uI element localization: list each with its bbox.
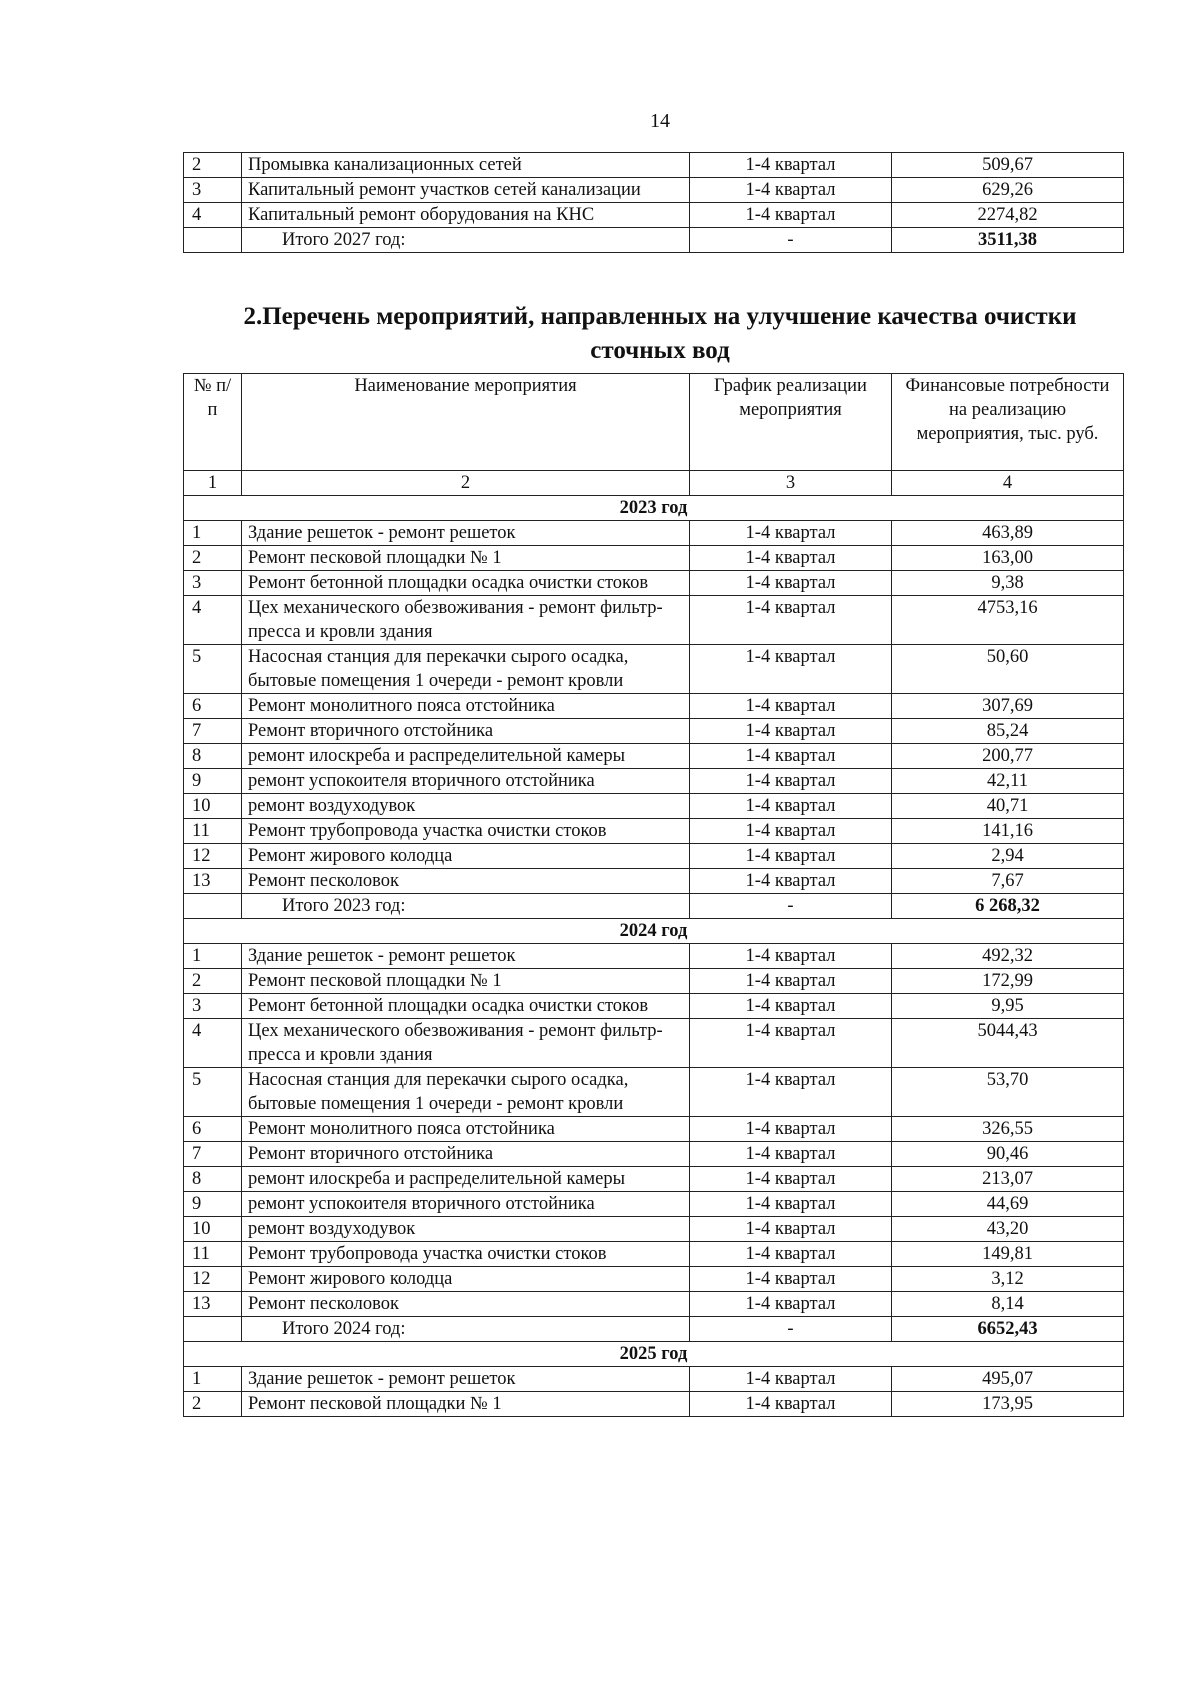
- row-schedule: 1-4 квартал: [690, 1367, 892, 1392]
- row-schedule: 1-4 квартал: [690, 153, 892, 178]
- table-row: [184, 1019, 1124, 1068]
- row-cost: 9,38: [892, 571, 1124, 596]
- row-schedule: 1-4 квартал: [690, 596, 892, 645]
- total-row: [184, 894, 1124, 919]
- row-number: 2: [184, 546, 242, 571]
- row-number: 9: [184, 769, 242, 794]
- row-number: 1: [184, 521, 242, 546]
- row-name: Ремонт песколовок: [242, 869, 690, 894]
- row-cost: 50,60: [892, 645, 1124, 694]
- row-schedule: 1-4 квартал: [690, 1217, 892, 1242]
- table-row: [184, 769, 1124, 794]
- table-row: [184, 844, 1124, 869]
- section-title-line1: 2.Перечень мероприятий, направленных на улучшение качества очистки: [243, 303, 1077, 330]
- year-label: 2024 год: [184, 919, 1124, 944]
- table-row: [184, 869, 1124, 894]
- row-number: 7: [184, 1142, 242, 1167]
- total-row: [184, 1317, 1124, 1342]
- row-cost: 173,95: [892, 1392, 1124, 1417]
- row-schedule: 1-4 квартал: [690, 1292, 892, 1317]
- year-header-row: [184, 496, 1124, 521]
- row-number: 8: [184, 744, 242, 769]
- table-row: [184, 744, 1124, 769]
- row-number: 2: [184, 1392, 242, 1417]
- row-name: Ремонт вторичного отстойника: [242, 1142, 690, 1167]
- row-name: Цех механического обезвоживания - ремонт фильтр-пресса и кровли здания: [242, 1019, 690, 1068]
- row-name: Ремонт песколовок: [242, 1292, 690, 1317]
- table-row: [184, 546, 1124, 571]
- row-number: 9: [184, 1192, 242, 1217]
- row-number: 4: [184, 1019, 242, 1068]
- column-number: 1: [184, 471, 242, 496]
- row-name: Ремонт трубопровода участка очистки стоков: [242, 1242, 690, 1267]
- row-number: 3: [184, 571, 242, 596]
- row-schedule: 1-4 квартал: [690, 1167, 892, 1192]
- section-title-line2: сточных вод: [590, 337, 730, 364]
- row-cost: 4753,16: [892, 596, 1124, 645]
- row-name: ремонт успокоителя вторичного отстойника: [242, 1192, 690, 1217]
- table-row: [184, 1242, 1124, 1267]
- table-row: [184, 596, 1124, 645]
- row-number: 1: [184, 944, 242, 969]
- table-header-row: [184, 374, 1124, 471]
- total-schedule: -: [690, 894, 892, 919]
- row-number: 10: [184, 794, 242, 819]
- row-number: 5: [184, 645, 242, 694]
- table-row: [184, 969, 1124, 994]
- row-cost: 40,71: [892, 794, 1124, 819]
- row-schedule: 1-4 квартал: [690, 1392, 892, 1417]
- row-name: Ремонт бетонной площадки осадка очистки стоков: [242, 571, 690, 596]
- row-name: Ремонт песковой площадки № 1: [242, 546, 690, 571]
- table-row: [184, 819, 1124, 844]
- column-number: 4: [892, 471, 1124, 496]
- year-header-row: [184, 919, 1124, 944]
- table-row: [184, 1142, 1124, 1167]
- row-schedule: 1-4 квартал: [690, 1117, 892, 1142]
- page-number: 14: [650, 110, 670, 132]
- row-name: ремонт успокоителя вторичного отстойника: [242, 769, 690, 794]
- row-cost: 463,89: [892, 521, 1124, 546]
- row-cost: 492,32: [892, 944, 1124, 969]
- row-number: 2: [184, 153, 242, 178]
- header-name: Наименование мероприятия: [242, 374, 690, 471]
- row-schedule: 1-4 квартал: [690, 1019, 892, 1068]
- total-label: Итого 2023 год:: [242, 894, 690, 919]
- row-name: Ремонт песковой площадки № 1: [242, 1392, 690, 1417]
- row-number: 8: [184, 1167, 242, 1192]
- row-schedule: 1-4 квартал: [690, 1142, 892, 1167]
- row-name: ремонт воздуходувок: [242, 1217, 690, 1242]
- row-name: ремонт воздуходувок: [242, 794, 690, 819]
- table-row: [184, 1068, 1124, 1117]
- total-empty-cell: [184, 1317, 242, 1342]
- row-schedule: 1-4 квартал: [690, 769, 892, 794]
- row-schedule: 1-4 квартал: [690, 844, 892, 869]
- row-name: Здание решеток - ремонт решеток: [242, 1367, 690, 1392]
- row-name: Промывка канализационных сетей: [242, 153, 690, 178]
- row-cost: 495,07: [892, 1367, 1124, 1392]
- row-name: Здание решеток - ремонт решеток: [242, 944, 690, 969]
- row-cost: 5044,43: [892, 1019, 1124, 1068]
- row-cost: 42,11: [892, 769, 1124, 794]
- table-row: [184, 645, 1124, 694]
- row-name: Капитальный ремонт участков сетей канализации: [242, 178, 690, 203]
- column-number-row: [184, 471, 1124, 496]
- table-row: [184, 1192, 1124, 1217]
- row-name: Цех механического обезвоживания - ремонт фильтр-пресса и кровли здания: [242, 596, 690, 645]
- total-label: Итого 2027 год:: [242, 228, 690, 253]
- row-cost: 85,24: [892, 719, 1124, 744]
- row-number: 11: [184, 819, 242, 844]
- row-name: Капитальный ремонт оборудования на КНС: [242, 203, 690, 228]
- top-table: [183, 152, 1124, 253]
- row-number: 3: [184, 994, 242, 1019]
- table-row: [184, 994, 1124, 1019]
- row-schedule: 1-4 квартал: [690, 1192, 892, 1217]
- row-cost: 7,67: [892, 869, 1124, 894]
- row-name: Ремонт монолитного пояса отстойника: [242, 1117, 690, 1142]
- row-cost: 200,77: [892, 744, 1124, 769]
- row-schedule: 1-4 квартал: [690, 203, 892, 228]
- table-row: [184, 178, 1124, 203]
- row-number: 11: [184, 1242, 242, 1267]
- row-number: 5: [184, 1068, 242, 1117]
- row-cost: 509,67: [892, 153, 1124, 178]
- table-row: [184, 1167, 1124, 1192]
- row-cost: 43,20: [892, 1217, 1124, 1242]
- year-label: 2023 год: [184, 496, 1124, 521]
- row-number: 7: [184, 719, 242, 744]
- row-schedule: 1-4 квартал: [690, 1068, 892, 1117]
- row-number: 10: [184, 1217, 242, 1242]
- total-schedule: -: [690, 228, 892, 253]
- row-name: Ремонт вторичного отстойника: [242, 719, 690, 744]
- table-row: [184, 203, 1124, 228]
- total-empty-cell: [184, 228, 242, 253]
- row-number: 13: [184, 869, 242, 894]
- row-schedule: 1-4 квартал: [690, 794, 892, 819]
- row-cost: 149,81: [892, 1242, 1124, 1267]
- row-cost: 2,94: [892, 844, 1124, 869]
- row-schedule: 1-4 квартал: [690, 521, 892, 546]
- row-number: 2: [184, 969, 242, 994]
- row-name: Насосная станция для перекачки сырого осадка, бытовые помещения 1 очереди - ремонт кровли: [242, 1068, 690, 1117]
- header-number: № п/п: [184, 374, 242, 471]
- row-cost: 326,55: [892, 1117, 1124, 1142]
- row-name: Ремонт бетонной площадки осадка очистки стоков: [242, 994, 690, 1019]
- row-schedule: 1-4 квартал: [690, 944, 892, 969]
- row-number: 13: [184, 1292, 242, 1317]
- total-empty-cell: [184, 894, 242, 919]
- row-cost: 141,16: [892, 819, 1124, 844]
- row-cost: 172,99: [892, 969, 1124, 994]
- table-row: [184, 719, 1124, 744]
- row-name: ремонт илоскреба и распределительной камеры: [242, 744, 690, 769]
- row-cost: 90,46: [892, 1142, 1124, 1167]
- row-name: Ремонт песковой площадки № 1: [242, 969, 690, 994]
- row-schedule: 1-4 квартал: [690, 645, 892, 694]
- row-cost: 3,12: [892, 1267, 1124, 1292]
- row-number: 4: [184, 596, 242, 645]
- table-row: [184, 1267, 1124, 1292]
- column-number: 3: [690, 471, 892, 496]
- row-schedule: 1-4 квартал: [690, 178, 892, 203]
- header-cost: Финансовые потребности на реализацию мероприятия, тыс. руб.: [892, 374, 1124, 471]
- main-table: [183, 373, 1124, 1417]
- row-schedule: 1-4 квартал: [690, 546, 892, 571]
- row-number: 12: [184, 844, 242, 869]
- table-row: [184, 153, 1124, 178]
- row-schedule: 1-4 квартал: [690, 969, 892, 994]
- row-cost: 8,14: [892, 1292, 1124, 1317]
- column-number: 2: [242, 471, 690, 496]
- table-row: [184, 521, 1124, 546]
- row-schedule: 1-4 квартал: [690, 994, 892, 1019]
- row-schedule: 1-4 квартал: [690, 571, 892, 596]
- table-row: [184, 1117, 1124, 1142]
- total-cost: 6652,43: [892, 1317, 1124, 1342]
- total-label: Итого 2024 год:: [242, 1317, 690, 1342]
- table-row: [184, 694, 1124, 719]
- row-number: 4: [184, 203, 242, 228]
- row-schedule: 1-4 квартал: [690, 869, 892, 894]
- row-name: ремонт илоскреба и распределительной камеры: [242, 1167, 690, 1192]
- table-row: [184, 794, 1124, 819]
- row-cost: 307,69: [892, 694, 1124, 719]
- row-number: 6: [184, 1117, 242, 1142]
- row-schedule: 1-4 квартал: [690, 719, 892, 744]
- table-row: [184, 1392, 1124, 1417]
- table-row: [184, 944, 1124, 969]
- row-name: Здание решеток - ремонт решеток: [242, 521, 690, 546]
- row-schedule: 1-4 квартал: [690, 694, 892, 719]
- row-cost: 44,69: [892, 1192, 1124, 1217]
- section-title: [160, 300, 1160, 368]
- row-cost: 629,26: [892, 178, 1124, 203]
- year-header-row: [184, 1342, 1124, 1367]
- row-name: Насосная станция для перекачки сырого осадка, бытовые помещения 1 очереди - ремонт кровли: [242, 645, 690, 694]
- row-name: Ремонт монолитного пояса отстойника: [242, 694, 690, 719]
- table-row: [184, 571, 1124, 596]
- scan-margin: [0, 0, 100, 1697]
- row-cost: 53,70: [892, 1068, 1124, 1117]
- row-number: 12: [184, 1267, 242, 1292]
- row-cost: 2274,82: [892, 203, 1124, 228]
- header-schedule: График реализации мероприятия: [690, 374, 892, 471]
- row-number: 3: [184, 178, 242, 203]
- row-cost: 213,07: [892, 1167, 1124, 1192]
- total-row: [184, 228, 1124, 253]
- table-row: [184, 1367, 1124, 1392]
- row-schedule: 1-4 квартал: [690, 744, 892, 769]
- row-number: 6: [184, 694, 242, 719]
- row-schedule: 1-4 квартал: [690, 819, 892, 844]
- total-cost: 6 268,32: [892, 894, 1124, 919]
- row-schedule: 1-4 квартал: [690, 1242, 892, 1267]
- total-schedule: -: [690, 1317, 892, 1342]
- year-label: 2025 год: [184, 1342, 1124, 1367]
- row-cost: 9,95: [892, 994, 1124, 1019]
- row-name: Ремонт жирового колодца: [242, 844, 690, 869]
- row-name: Ремонт жирового колодца: [242, 1267, 690, 1292]
- row-name: Ремонт трубопровода участка очистки стоков: [242, 819, 690, 844]
- table-row: [184, 1217, 1124, 1242]
- row-number: 1: [184, 1367, 242, 1392]
- total-cost: 3511,38: [892, 228, 1124, 253]
- row-cost: 163,00: [892, 546, 1124, 571]
- table-row: [184, 1292, 1124, 1317]
- row-schedule: 1-4 квартал: [690, 1267, 892, 1292]
